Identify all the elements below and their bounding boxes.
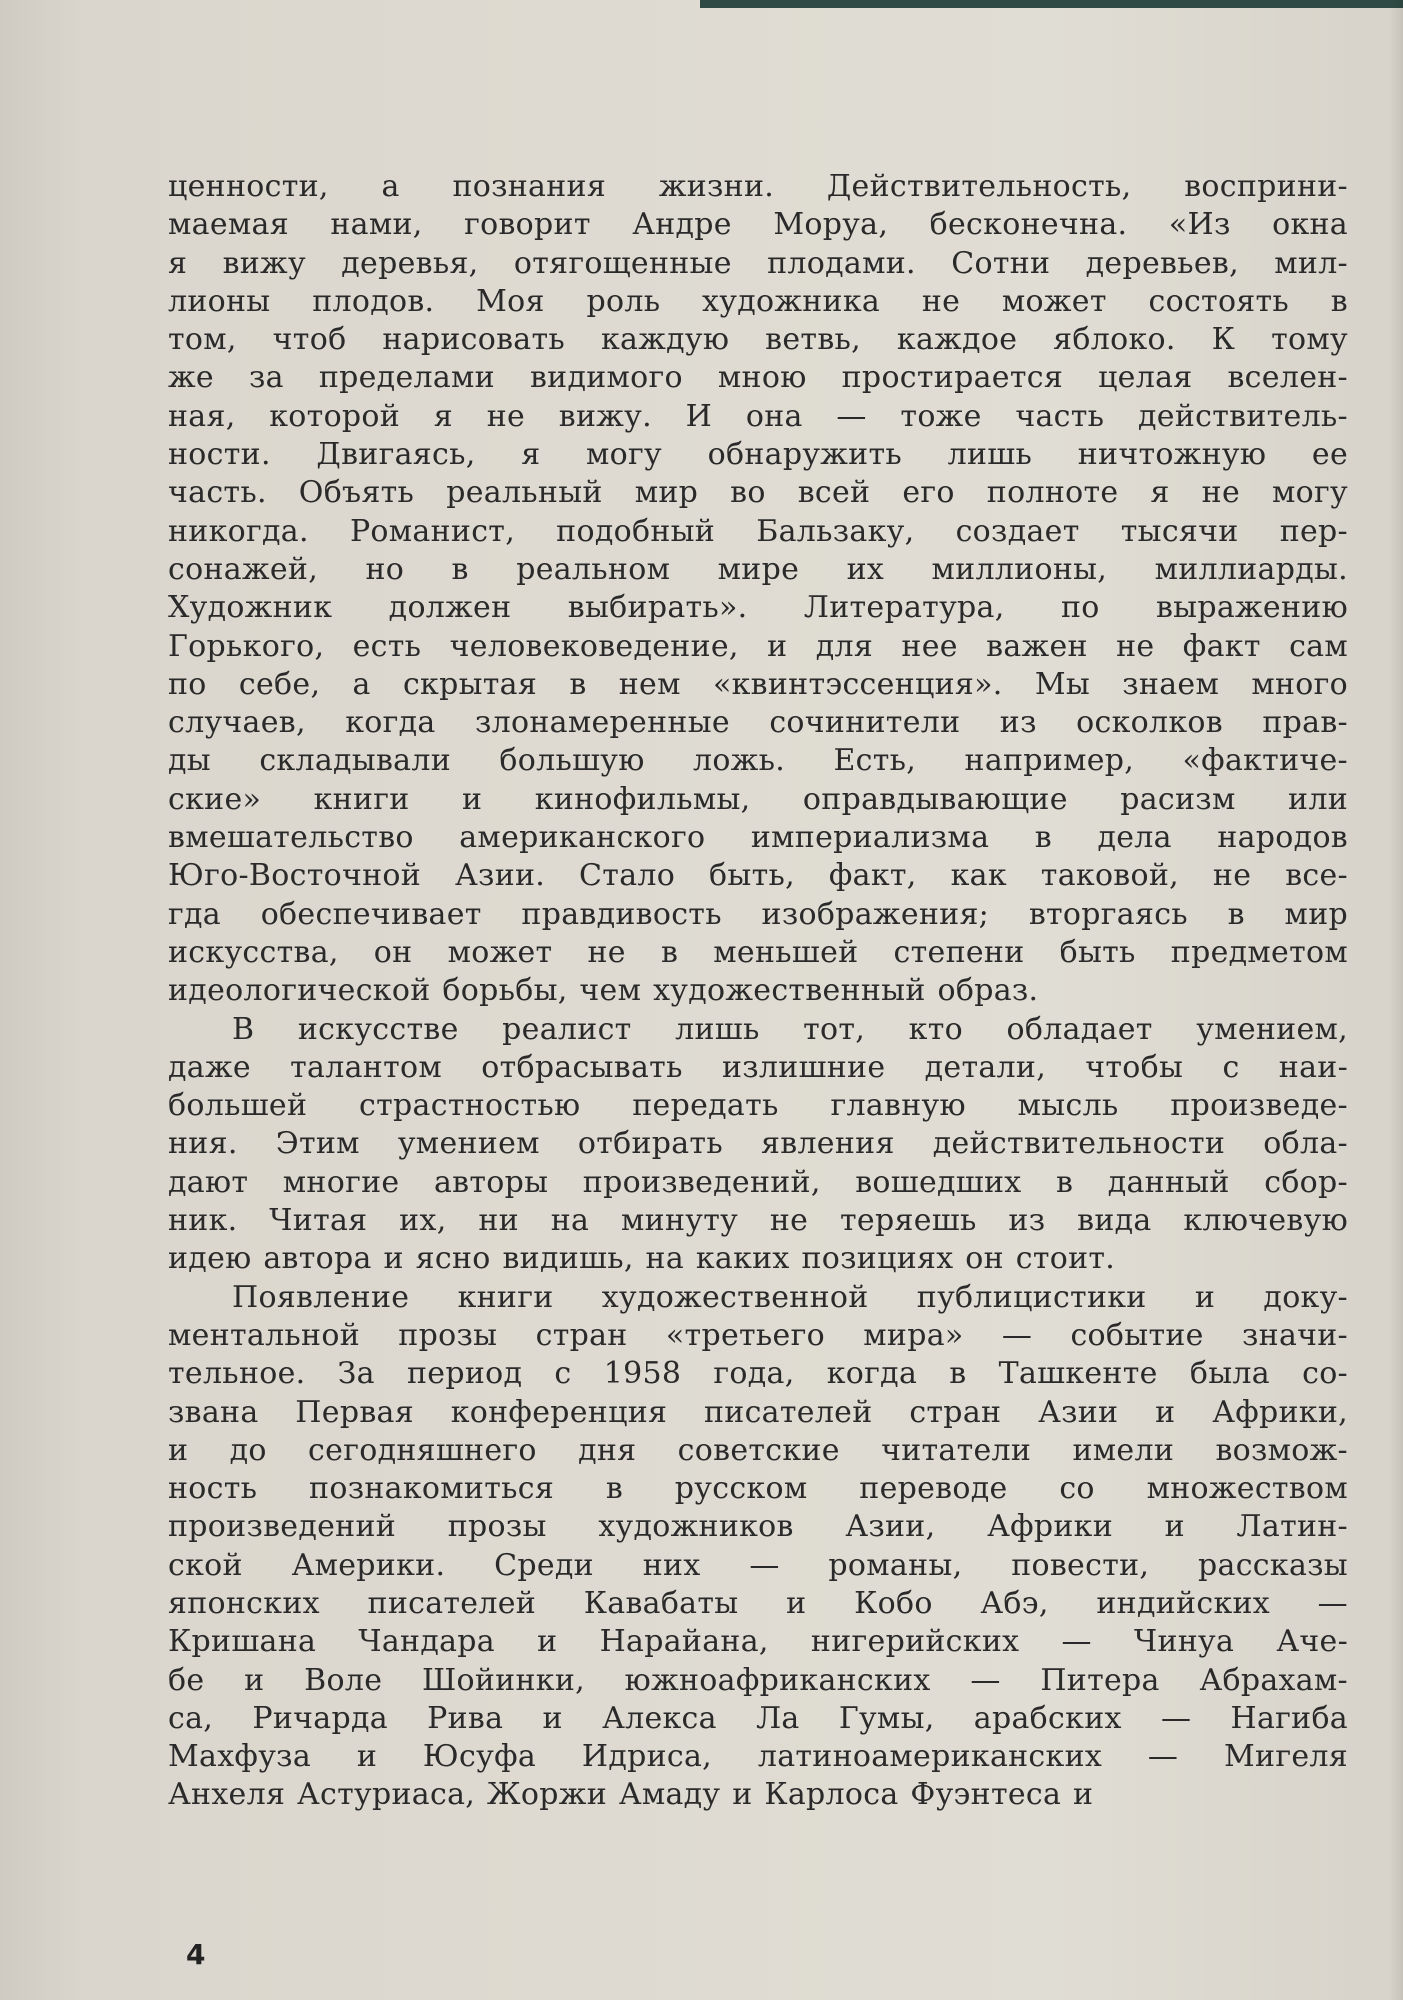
text-line: звана Первая конференция писателей стран Азии и Африки, (168, 1394, 1348, 1430)
text-line: даже талантом отбрасывать излишние детали, чтобы с наи- (168, 1049, 1348, 1085)
text-line: ценности, а познания жизни. Действительность, восприни- (168, 169, 1348, 204)
text-line: ности. Двигаясь, я могу обнаружить лишь ничтожную ее (168, 437, 1348, 473)
text-line: ской Америки. Среди них — романы, повести, рассказы (168, 1547, 1348, 1583)
text-line: тельное. За период с 1958 года, когда в Ташкенте была со- (168, 1356, 1348, 1392)
background-edge (700, 0, 1403, 8)
text-line: часть. Объять реальный мир во всей его полноте я не могу (168, 475, 1348, 511)
text-line: искусства, он может не в меньшей степени быть предметом (168, 934, 1348, 970)
text-line: случаев, когда злонамеренные сочинители из осколков прав- (168, 705, 1348, 741)
paragraph (168, 1011, 1348, 1279)
text-line: сонажей, но в реальном мире их миллионы, миллиарды. (168, 551, 1348, 587)
text-line: по себе, а скрытая в нем «квинтэссенция». Мы знаем много (168, 666, 1348, 702)
text-line: ментальной прозы стран «третьего мира» — событие значи- (168, 1317, 1348, 1353)
text-line: ские» книги и кинофильмы, оправдывающие расизм или (168, 781, 1348, 817)
text-line: идею автора и ясно видишь, на каких позициях он стоит. (168, 1241, 1116, 1277)
text-line: са, Ричарда Рива и Алекса Ла Гумы, арабских — Нагиба (168, 1700, 1348, 1736)
text-line: ды складывали большую ложь. Есть, например, «фактиче- (168, 743, 1348, 779)
text-line: я вижу деревья, отягощенные плодами. Сотни деревьев, мил- (168, 245, 1348, 281)
text-line: гда обеспечивает правдивость изображения; вторгаясь в мир (168, 896, 1348, 932)
text-line: маемая нами, говорит Андре Моруа, бесконечна. «Из окна (168, 207, 1348, 243)
text-line: лионы плодов. Моя роль художника не может состоять в (168, 283, 1348, 319)
text-line: же за пределами видимого мною простирается целая вселен- (168, 360, 1348, 396)
text-line: Горького, есть человековедение, и для нее важен не факт сам (168, 628, 1348, 664)
page-number: 4 (186, 1938, 206, 1971)
paragraph (168, 168, 1348, 1011)
text-line: Махфуза и Юсуфа Идриса, латиноамериканских — Мигеля (168, 1739, 1348, 1775)
text-line: Появление книги художественной публицистики и доку- (232, 1279, 1348, 1315)
text-line: Юго-Восточной Азии. Стало быть, факт, как таковой, не все- (168, 858, 1348, 894)
text-line: произведений прозы художников Азии, Африки и Латин- (168, 1509, 1348, 1545)
text-line: ния. Этим умением отбирать явления действительности обла- (168, 1126, 1348, 1162)
text-line: и до сегодняшнего дня советские читатели имели возмож- (168, 1432, 1348, 1468)
text-line: бе и Воле Шойинки, южноафриканских — Питера Абрахам- (168, 1662, 1348, 1698)
text-line: В искусстве реалист лишь тот, кто обладает умением, (232, 1011, 1348, 1047)
text-line: ность познакомиться в русском переводе со множеством (168, 1471, 1348, 1507)
text-line: ник. Читая их, ни на минуту не теряешь из вида ключевую (168, 1203, 1348, 1239)
text-line: японских писателей Кавабаты и Кобо Абэ, индийских — (168, 1585, 1348, 1621)
text-line: дают многие авторы произведений, вошедших в данный сбор- (168, 1164, 1348, 1200)
paragraph (168, 1279, 1348, 1815)
text-line: том, чтоб нарисовать каждую ветвь, каждое яблоко. К тому (168, 322, 1348, 358)
text-line: Анхеля Астуриаса, Жоржи Амаду и Карлоса Фуэнтеса и (168, 1777, 1094, 1813)
text-line: идеологической борьбы, чем художественный образ. (168, 973, 1039, 1009)
text-line: Художник должен выбирать». Литература, по выражению (168, 590, 1348, 626)
text-line: ная, которой я не вижу. И она — тоже часть действитель- (168, 398, 1348, 434)
page-edge-shadow (1389, 0, 1403, 2000)
text-line: вмешательство американского империализма в дела народов (168, 820, 1348, 856)
text-line: большей страстностью передать главную мысль произведе- (168, 1088, 1348, 1124)
body-text (168, 168, 1348, 1815)
text-line: Кришана Чандара и Нарайана, нигерийских — Чинуа Аче- (168, 1624, 1348, 1660)
text-line: никогда. Романист, подобный Бальзаку, создает тысячи пер- (168, 513, 1348, 549)
